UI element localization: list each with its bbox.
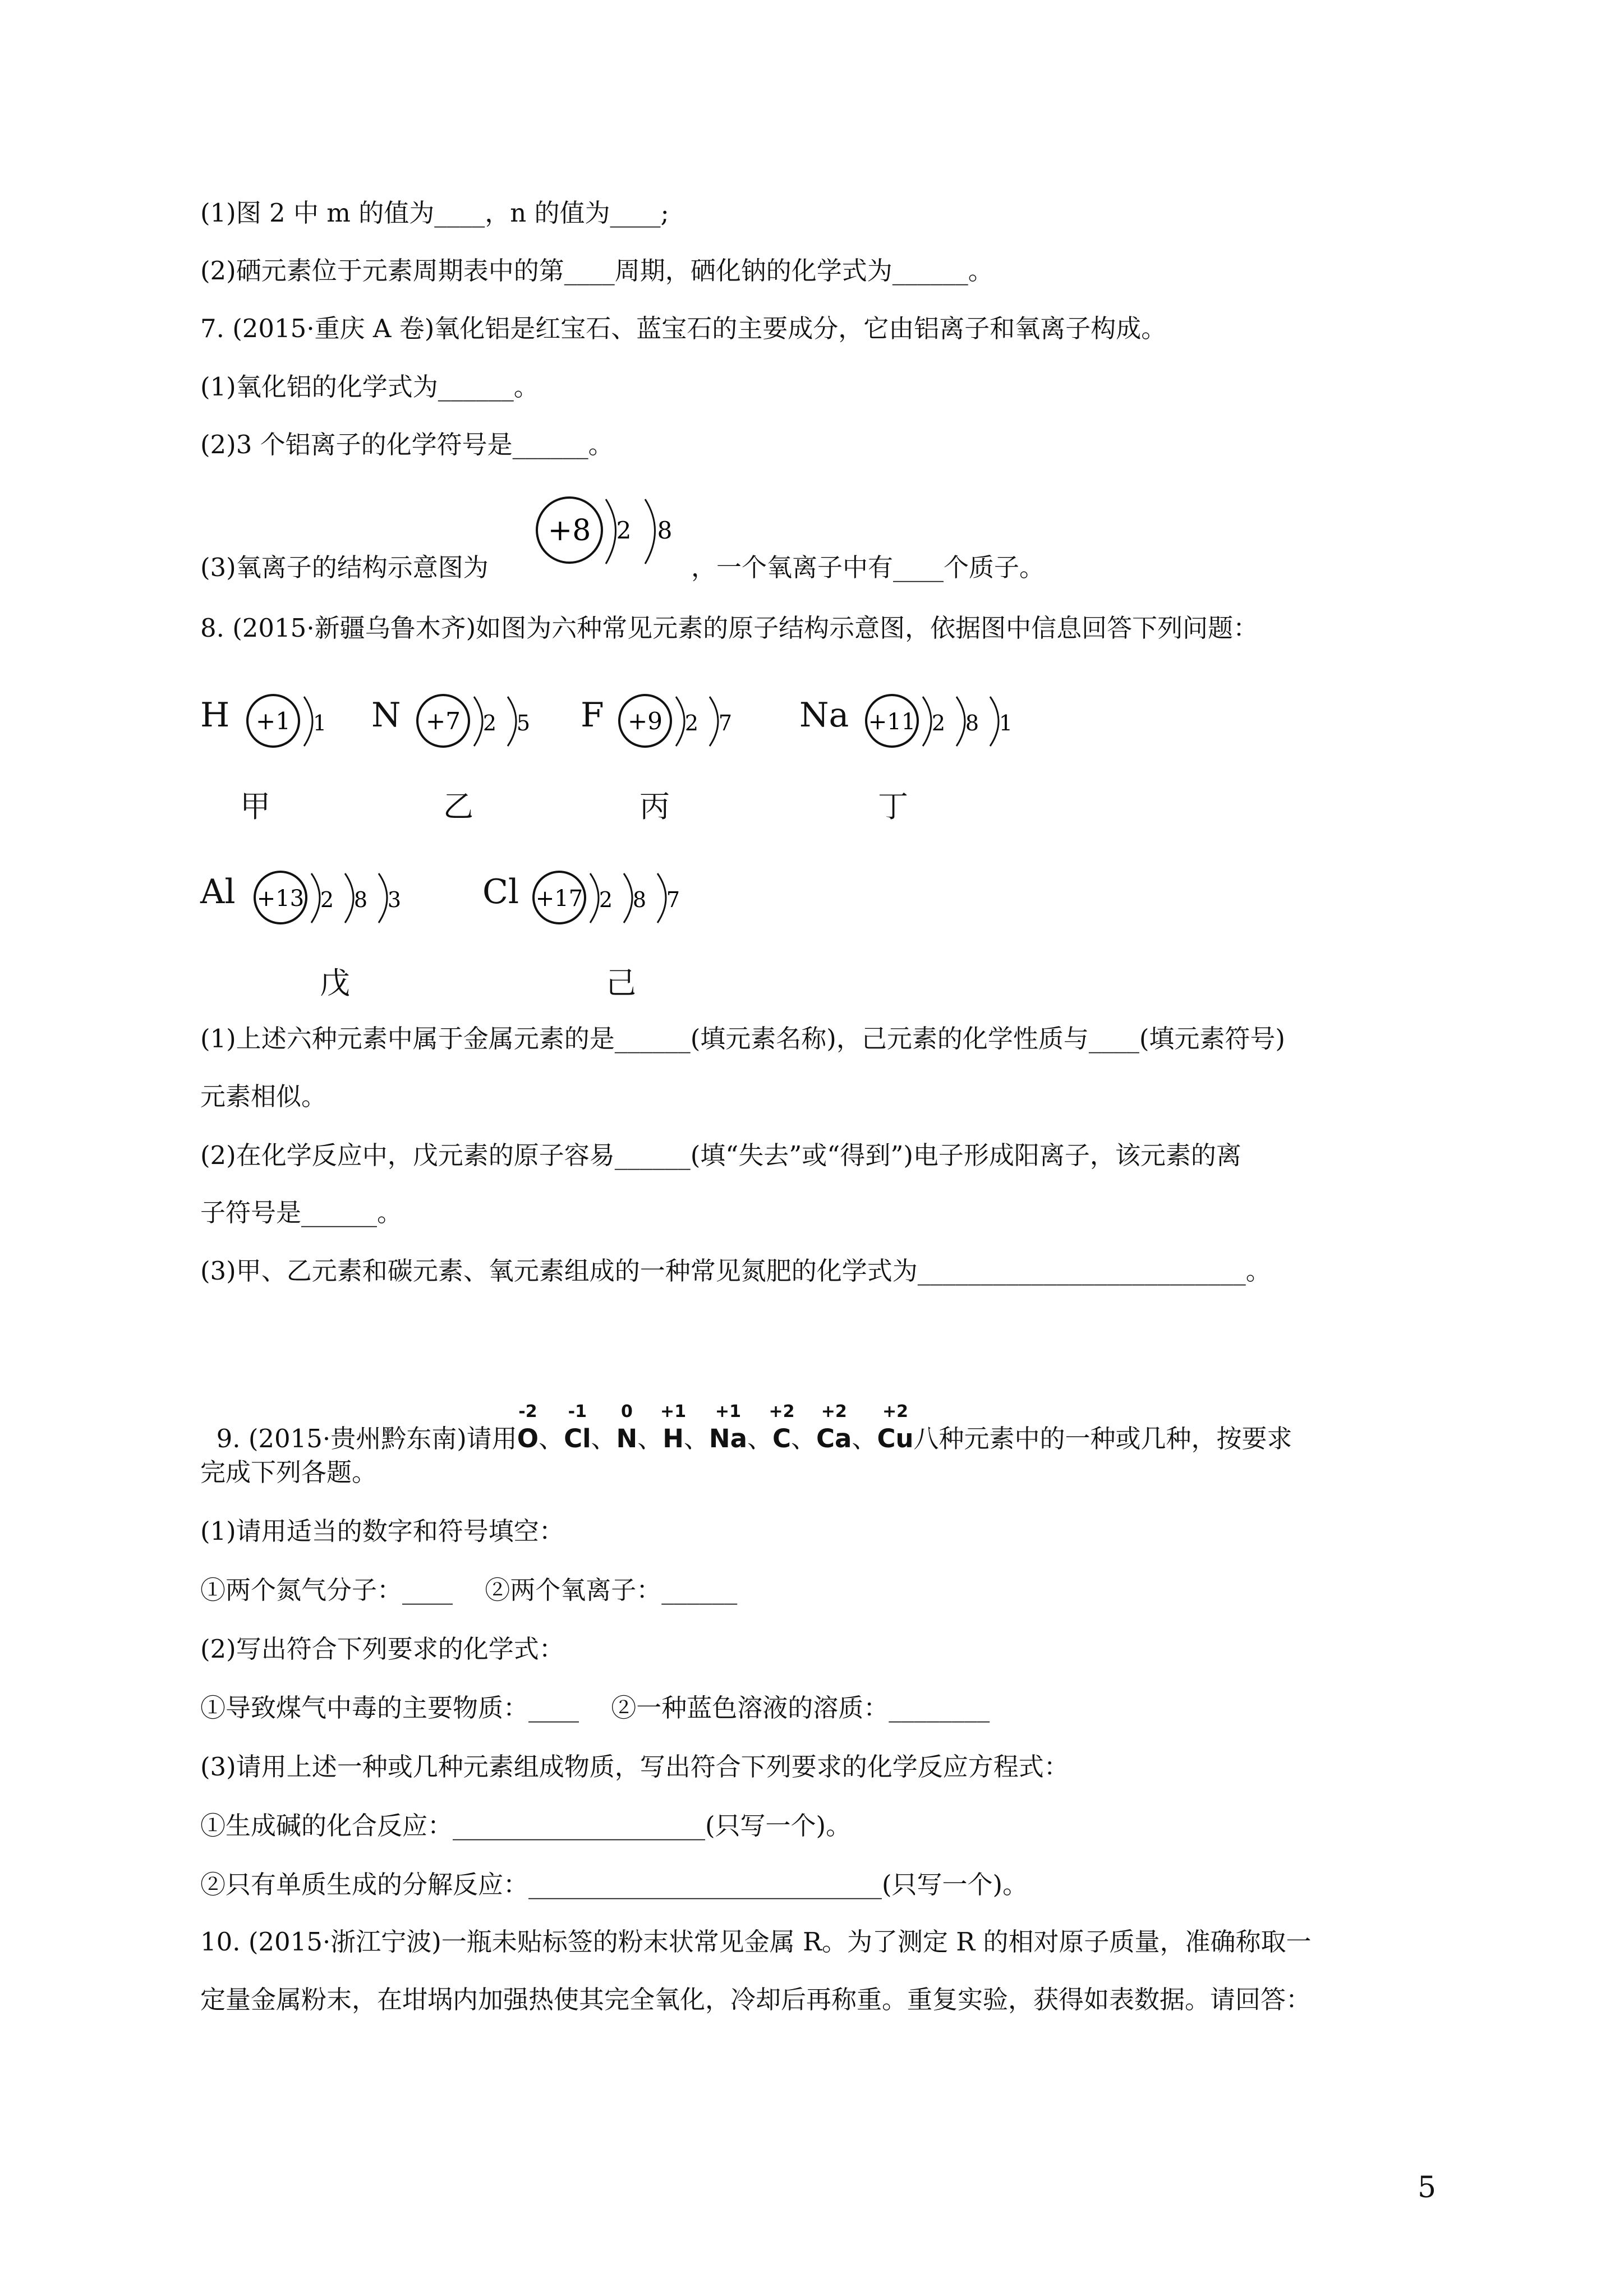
atom-n-label: 乙 bbox=[443, 789, 473, 824]
element-symbol: Na bbox=[709, 1424, 747, 1453]
q9-title-a bbox=[200, 1388, 1292, 1456]
q8-part1-b: 元素相似。 bbox=[200, 1082, 327, 1111]
valence-element bbox=[769, 1402, 795, 1456]
q7-part1: (1)氧化铝的化学式为______。 bbox=[200, 372, 539, 402]
q8-part2-a: (2)在化学反应中，戊元素的原子容易______(填“失去”或“得到”)电子形成阳离子，该元素的离 bbox=[200, 1140, 1241, 1170]
atom-cl-shell-3: 7 bbox=[666, 887, 680, 912]
oxygen-ion-arc-2 bbox=[645, 499, 655, 564]
valence-element bbox=[616, 1402, 638, 1456]
atom-f-label: 丙 bbox=[640, 789, 670, 824]
atom-al-shell-2: 8 bbox=[353, 887, 368, 912]
valence-mark: -1 bbox=[568, 1402, 587, 1421]
valence-element bbox=[816, 1402, 852, 1456]
q10-line1: 10. (2015·浙江宁波)一瓶未贴标签的粉末状常见金属 R。为了测定 R 的相对原子质量，准确称取一 bbox=[200, 1927, 1312, 1957]
atom-al-nucleus: +13 bbox=[256, 886, 305, 912]
element-separator: 、 bbox=[747, 1424, 772, 1453]
valence-element bbox=[517, 1402, 539, 1456]
atom-na-shell-3: 1 bbox=[999, 711, 1013, 735]
atom-h-label: 甲 bbox=[240, 789, 270, 824]
q7-part2: (2)3 个铝离子的化学符号是______。 bbox=[200, 430, 614, 459]
atom-h-shell-1: 1 bbox=[312, 711, 327, 735]
atom-al-shell-1: 2 bbox=[320, 887, 334, 912]
oxygen-ion-shell-1: 2 bbox=[616, 517, 632, 544]
atom-al-label: 戊 bbox=[320, 965, 350, 1001]
valence-mark: +2 bbox=[821, 1402, 847, 1421]
atom-al-structure bbox=[250, 867, 429, 940]
q9-part3: (3)请用上述一种或几种元素组成物质，写出符合下列要求的化学反应方程式： bbox=[200, 1752, 1069, 1782]
atom-cl-structure bbox=[528, 867, 708, 940]
element-separator: 、 bbox=[852, 1424, 877, 1453]
atom-cl-shell-2: 8 bbox=[632, 887, 647, 912]
q6-part2: (2)硒元素位于元素周期表中的第____周期，硒化钠的化学式为______。 bbox=[200, 256, 993, 286]
element-symbol: C bbox=[772, 1424, 791, 1453]
atom-f-nucleus: +9 bbox=[628, 707, 663, 735]
element-symbol: O bbox=[517, 1424, 539, 1453]
q9-part1-items: ①两个氮气分子：____ ②两个氧离子：______ bbox=[200, 1575, 738, 1605]
atom-na-shell-2: 8 bbox=[965, 711, 979, 735]
valence-mark: 0 bbox=[620, 1402, 633, 1421]
element-symbol: Cl bbox=[564, 1424, 591, 1453]
valence-element bbox=[660, 1402, 687, 1456]
element-separator: 、 bbox=[637, 1424, 663, 1453]
atom-n-nucleus: +7 bbox=[426, 707, 461, 735]
element-separator: 、 bbox=[683, 1424, 709, 1453]
q7-part3-b: ，一个氧离子中有____个质子。 bbox=[691, 553, 1045, 582]
q9-part3-a: ①生成碱的化合反应：____________________(只写一个)。 bbox=[200, 1811, 852, 1841]
atom-na-label: 丁 bbox=[878, 789, 908, 824]
valence-mark: +2 bbox=[882, 1402, 908, 1421]
element-separator: 、 bbox=[791, 1424, 817, 1453]
q8-part2-b: 子符号是______。 bbox=[200, 1198, 403, 1227]
element-symbol: N bbox=[616, 1424, 638, 1453]
element-symbol: Cu bbox=[877, 1424, 914, 1453]
page-number: 5 bbox=[1418, 2171, 1437, 2205]
q8-part1-a: (1)上述六种元素中属于金属元素的是______(填元素名称)，己元素的化学性质与____(填元素符号) bbox=[200, 1024, 1285, 1053]
valence-element bbox=[877, 1402, 914, 1456]
valence-mark: +1 bbox=[715, 1402, 741, 1421]
q10-line2: 定量金属粉末，在坩埚内加强热使其完全氧化，冷却后再称重。重复实验，获得如表数据。请回答： bbox=[200, 1985, 1312, 2014]
atom-n-shell-1: 2 bbox=[482, 711, 497, 735]
atom-na-nucleus: +11 bbox=[868, 709, 916, 735]
atom-na-shell-1: 2 bbox=[931, 711, 946, 735]
oxygen-ion-shell-2: 8 bbox=[657, 517, 673, 544]
atom-al-shell-3: 3 bbox=[387, 887, 402, 912]
q9-part2-items: ①导致煤气中毒的主要物质：____ ②一种蓝色溶液的溶质：________ bbox=[200, 1693, 990, 1723]
element-symbol: H bbox=[663, 1424, 684, 1453]
q8-title: 8. (2015·新疆乌鲁木齐)如图为六种常见元素的原子结构示意图，依据图中信息回答下列问题： bbox=[200, 613, 1259, 643]
atom-n-structure bbox=[412, 690, 558, 763]
q9-suffix: 八种元素中的一种或几种，按要求 bbox=[913, 1424, 1292, 1453]
atom-cl-nucleus: +17 bbox=[535, 886, 583, 912]
atom-cl-label: 己 bbox=[606, 965, 636, 1001]
atom-f-shell-2: 7 bbox=[718, 711, 733, 735]
element-separator: 、 bbox=[539, 1424, 564, 1453]
atom-f-shell-1: 2 bbox=[684, 711, 699, 735]
atom-cl-symbol: Cl bbox=[482, 872, 519, 912]
q9-prefix: 9. (2015·贵州黔东南)请用 bbox=[216, 1424, 517, 1453]
q7-title: 7. (2015·重庆 A 卷)氧化铝是红宝石、蓝宝石的主要成分，它由铝离子和氧离子构成。 bbox=[200, 314, 1167, 343]
valence-element bbox=[564, 1402, 591, 1456]
q7-part3-a: (3)氧离子的结构示意图为 bbox=[200, 553, 489, 582]
q6-part1: (1)图 2 中 m 的值为____，n 的值为____; bbox=[200, 198, 669, 228]
valence-element bbox=[709, 1402, 747, 1456]
oxygen-ion-diagram bbox=[527, 488, 696, 583]
q9-elements bbox=[517, 1402, 914, 1453]
atom-n-symbol: N bbox=[371, 696, 401, 735]
valence-mark: -2 bbox=[518, 1402, 537, 1421]
q8-part3: (3)甲、乙元素和碳元素、氧元素组成的一种常见氮肥的化学式为__________________________。 bbox=[200, 1256, 1271, 1286]
q9-part2: (2)写出符合下列要求的化学式： bbox=[200, 1634, 564, 1664]
q9-part3-b: ②只有单质生成的分解反应：____________________________(只写一个)。 bbox=[200, 1870, 1028, 1899]
atom-na-structure bbox=[861, 690, 1041, 763]
valence-mark: +1 bbox=[660, 1402, 687, 1421]
atom-h-symbol: H bbox=[200, 696, 230, 735]
atom-h-nucleus: +1 bbox=[256, 707, 291, 735]
atom-na-symbol: Na bbox=[799, 696, 849, 735]
atom-f-structure bbox=[614, 690, 760, 763]
oxygen-ion-arc-1 bbox=[606, 499, 616, 564]
q9-title-b: 完成下列各题。 bbox=[200, 1457, 378, 1487]
element-symbol: Ca bbox=[816, 1424, 852, 1453]
valence-mark: +2 bbox=[769, 1402, 795, 1421]
atom-al-symbol: Al bbox=[200, 872, 236, 912]
q9-part1: (1)请用适当的数字和符号填空： bbox=[200, 1516, 564, 1546]
atom-h-structure bbox=[242, 690, 355, 763]
atom-cl-shell-1: 2 bbox=[599, 887, 613, 912]
atom-n-shell-2: 5 bbox=[516, 711, 531, 735]
atom-f-symbol: F bbox=[581, 696, 604, 735]
oxygen-ion-nucleus: +8 bbox=[548, 514, 591, 547]
element-separator: 、 bbox=[591, 1424, 617, 1453]
